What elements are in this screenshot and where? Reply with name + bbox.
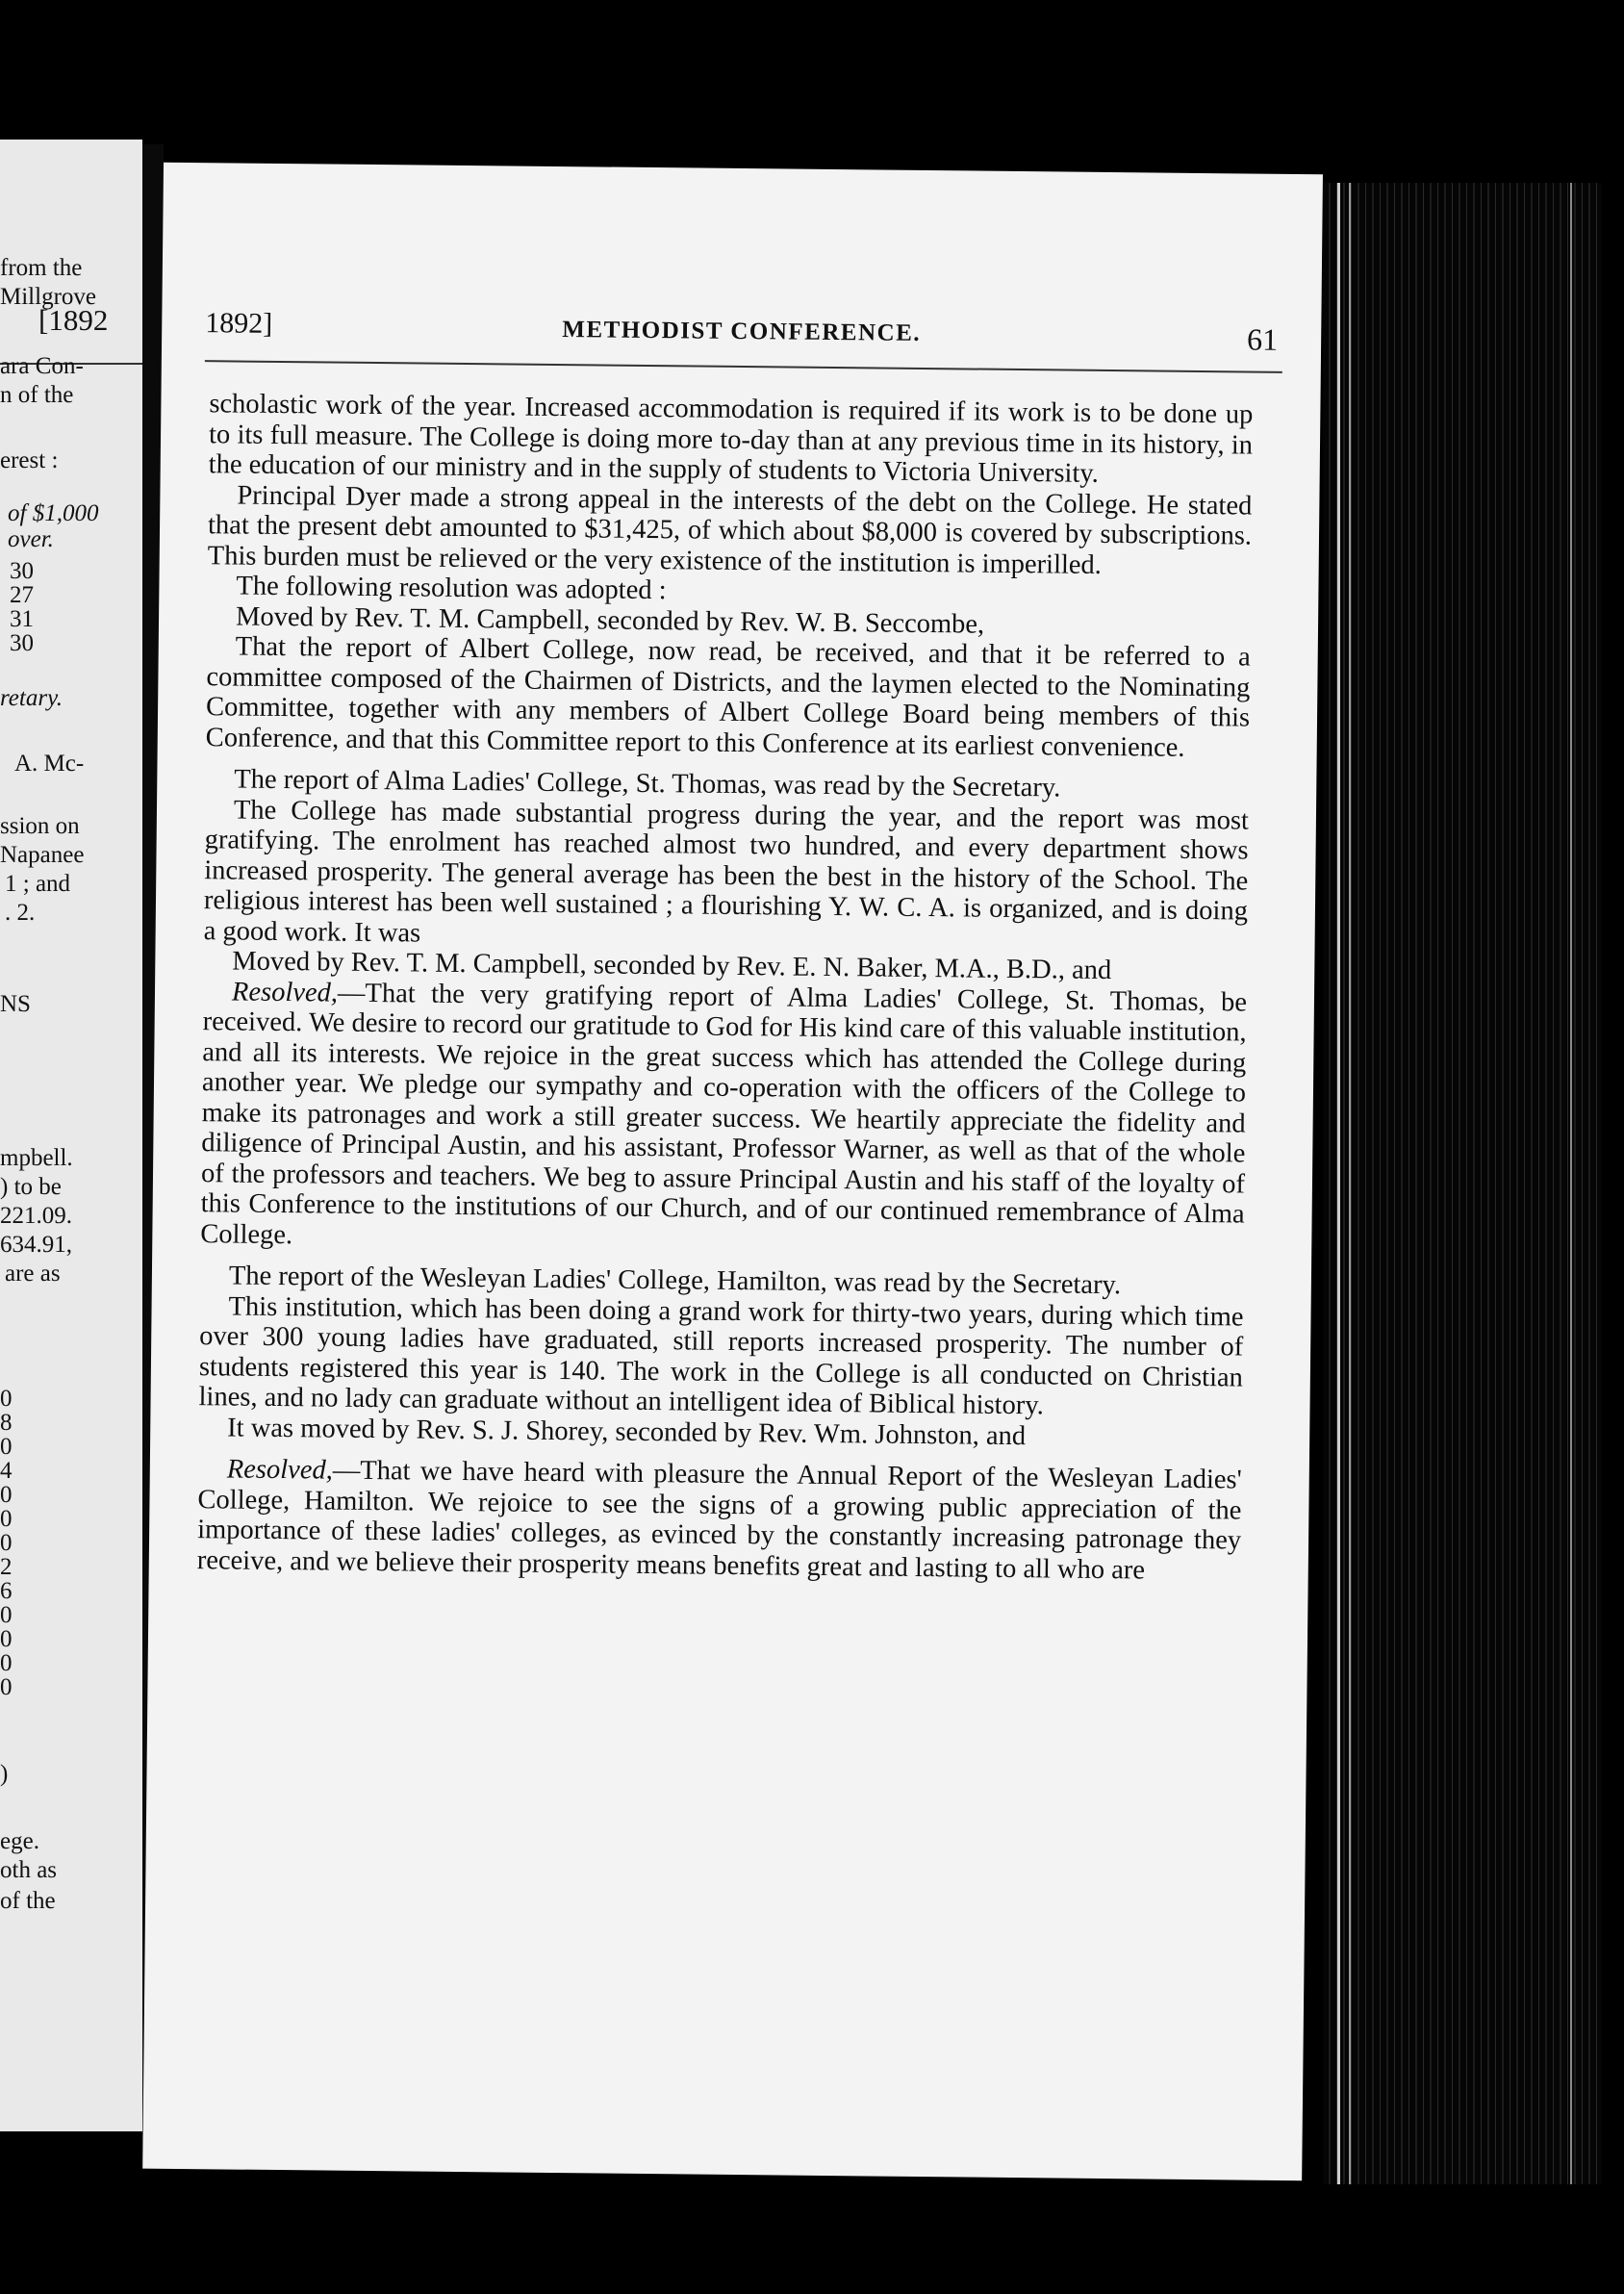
left-page <box>0 140 142 2131</box>
left-page-fragment: 31 <box>10 606 34 632</box>
paragraph-alma-progress: The College has made substantial progress during the year, and the report was most gratifying. The enrolment has reached almost two hundred, and every department shows increased prosperity. The general average has been the best in the history of the School. The religious interest has been well sustained ; a flourishing Y. W. C. A. is organized, and is doing a good work. It was <box>203 794 1250 949</box>
left-page-fragment: 0 <box>0 1386 13 1412</box>
left-page-fragment: 0 <box>0 1674 13 1700</box>
left-page-fragment: 8 <box>0 1410 13 1436</box>
left-page-fragment: ssion on <box>0 813 80 839</box>
left-page-fragment: . 2. <box>5 900 36 926</box>
left-page-fragment: 0 <box>0 1626 13 1652</box>
left-page-fragment: Millgrove <box>0 284 96 310</box>
left-page-fragment: of the <box>0 1888 56 1914</box>
left-page-fragment: 0 <box>0 1530 13 1556</box>
page-edge-line <box>1349 183 1351 2184</box>
paragraph-moved-baker: Moved by Rev. T. M. Campbell, seconded by Rev. E. N. Baker, M.A., B.D., and <box>232 946 1112 986</box>
left-page-fragment: 30 <box>10 558 34 584</box>
paragraph-resolution-adopted: The following resolution was adopted : <box>236 571 667 606</box>
paragraph-wesleyan-resolved: Resolved,—That we have heard with pleasure the Annual Report of the Wesleyan Ladies' College, Hamilton. We rejoice to see the signs of a growing public appreciation of the importance of these ladies' colleges, as evinced by the constantly increasing patronage they receive, and we believe their prosperity means benefits great and lasting to all who are <box>196 1454 1242 1585</box>
left-page-fragment: 0 <box>0 1434 13 1460</box>
left-page-fragment: 30 <box>10 630 34 656</box>
left-page-fragment: ara Con- <box>0 353 84 379</box>
left-page-fragment: Napanee <box>0 842 85 868</box>
header-year: 1892] <box>205 307 273 340</box>
paragraph-scholastic: scholastic work of the year. Increased accommodation is required if its work is to be done up to its full measure. The College is doing more to-day than at any previous time in its history, in the education of our ministry and in the supply of students to Victoria University. <box>208 389 1254 489</box>
paragraph-alma-report: The report of Alma Ladies' College, St. Thomas, was read by the Secretary. <box>234 764 1061 803</box>
left-page-fragment: 6 <box>0 1578 13 1604</box>
page-edge-line <box>1570 183 1572 2184</box>
left-page-fragment: oth as <box>0 1857 58 1883</box>
paragraph-wesleyan-institution: This institution, which has been doing a grand work for thirty-two years, during which time over 300 young ladies have graduated, still reports increased prosperity. The number of students registered this year is 140. The work in the College is all conducted on Christian lines, and no lady can graduate without an intelligent idea of Biblical history. <box>198 1290 1244 1421</box>
left-page-fragment: 4 <box>0 1458 13 1484</box>
left-page-fragment: 634.91, <box>0 1232 72 1258</box>
left-page-fragment: ) to be <box>0 1174 62 1200</box>
left-page-fragment: n of the <box>0 382 74 408</box>
left-page-fragment: 1 ; and <box>5 871 71 897</box>
left-page-fragment: A. Mc- <box>14 751 85 777</box>
left-page-fragment: 2 <box>0 1554 13 1580</box>
left-page-fragment: 27 <box>10 582 34 608</box>
left-page-fragment: mpbell. <box>0 1145 73 1171</box>
page-edge-line <box>1337 183 1340 2184</box>
paragraph-alma-resolved: Resolved,—That the very gratifying report of Alma Ladies' College, St. Thomas, be received. We desire to record our gratitude to God for His kind care of this valuable institution, and all its interests. We rejoice in the great success which has attended the College during another year. We pledge our sympathy and co-operation with the officers of the College to make its patronages and work a still greater success. We heartily appreciate the fidelity and diligence of Principal Austin, and his assistant, Professor Warner, as well as that of the whole of the professors and teachers. We beg to assure Principal Austin and his staff of the loyalty of this Conference to the institutions of our Church, and of our continued remembrance of Alma College. <box>200 976 1248 1250</box>
left-page-fragment: retary. <box>0 685 63 711</box>
left-page-fragment: 221.09. <box>0 1203 72 1229</box>
left-page-fragment: 0 <box>0 1650 13 1676</box>
page-number: 61 <box>1246 321 1279 357</box>
paragraph-principal-dyer: Principal Dyer made a strong appeal in the interests of the debt on the College. He stated that the present debt amounted to $31,425, of which about $8,000 is covered by subscriptions. This burden must be relieved or the very existence of the institution is imperilled. <box>207 480 1253 580</box>
left-page-fragment: NS <box>0 991 31 1017</box>
running-header <box>205 307 1278 357</box>
left-page-fragment: 0 <box>0 1506 13 1532</box>
left-page-fragment: ) <box>0 1761 9 1787</box>
right-page <box>142 163 1323 2181</box>
left-page-fragment: ege. <box>0 1828 39 1854</box>
header-title: METHODIST CONFERENCE. <box>562 317 922 346</box>
left-page-fragment: erest : <box>0 447 59 473</box>
header-rule <box>205 360 1282 373</box>
left-page-fragment: 0 <box>0 1482 13 1508</box>
left-page-fragment: are as <box>5 1261 61 1287</box>
paragraph-wesleyan-report: The report of the Wesleyan Ladies' College, Hamilton, was read by the Secretary. <box>228 1261 1122 1301</box>
left-page-fragment: 0 <box>0 1602 13 1628</box>
page-body <box>197 389 1254 1586</box>
left-page-fragment: from the <box>0 255 83 281</box>
paragraph-moved-seccombe: Moved by Rev. T. M. Campbell, seconded by Rev. W. B. Seccombe, <box>235 601 985 640</box>
left-page-fragment: of $1,000 <box>8 500 99 526</box>
left-page-year: [1892 <box>38 303 109 337</box>
paragraph-albert-college-motion: That the report of Albert College, now read, be received, and that it be referred to a committee composed of the Chairmen of Districts, and the laymen elected to the Nominating Committee, together with any members of Albert College Board being members of this Conference, and that this Committee report to this Conference at its earliest convenience. <box>205 631 1251 763</box>
paragraph-moved-johnston: It was moved by Rev. S. J. Shorey, seconded by Rev. Wm. Johnston, and <box>227 1412 1027 1451</box>
left-page-fragment: over. <box>8 526 54 552</box>
book-page-edges <box>1323 183 1602 2184</box>
